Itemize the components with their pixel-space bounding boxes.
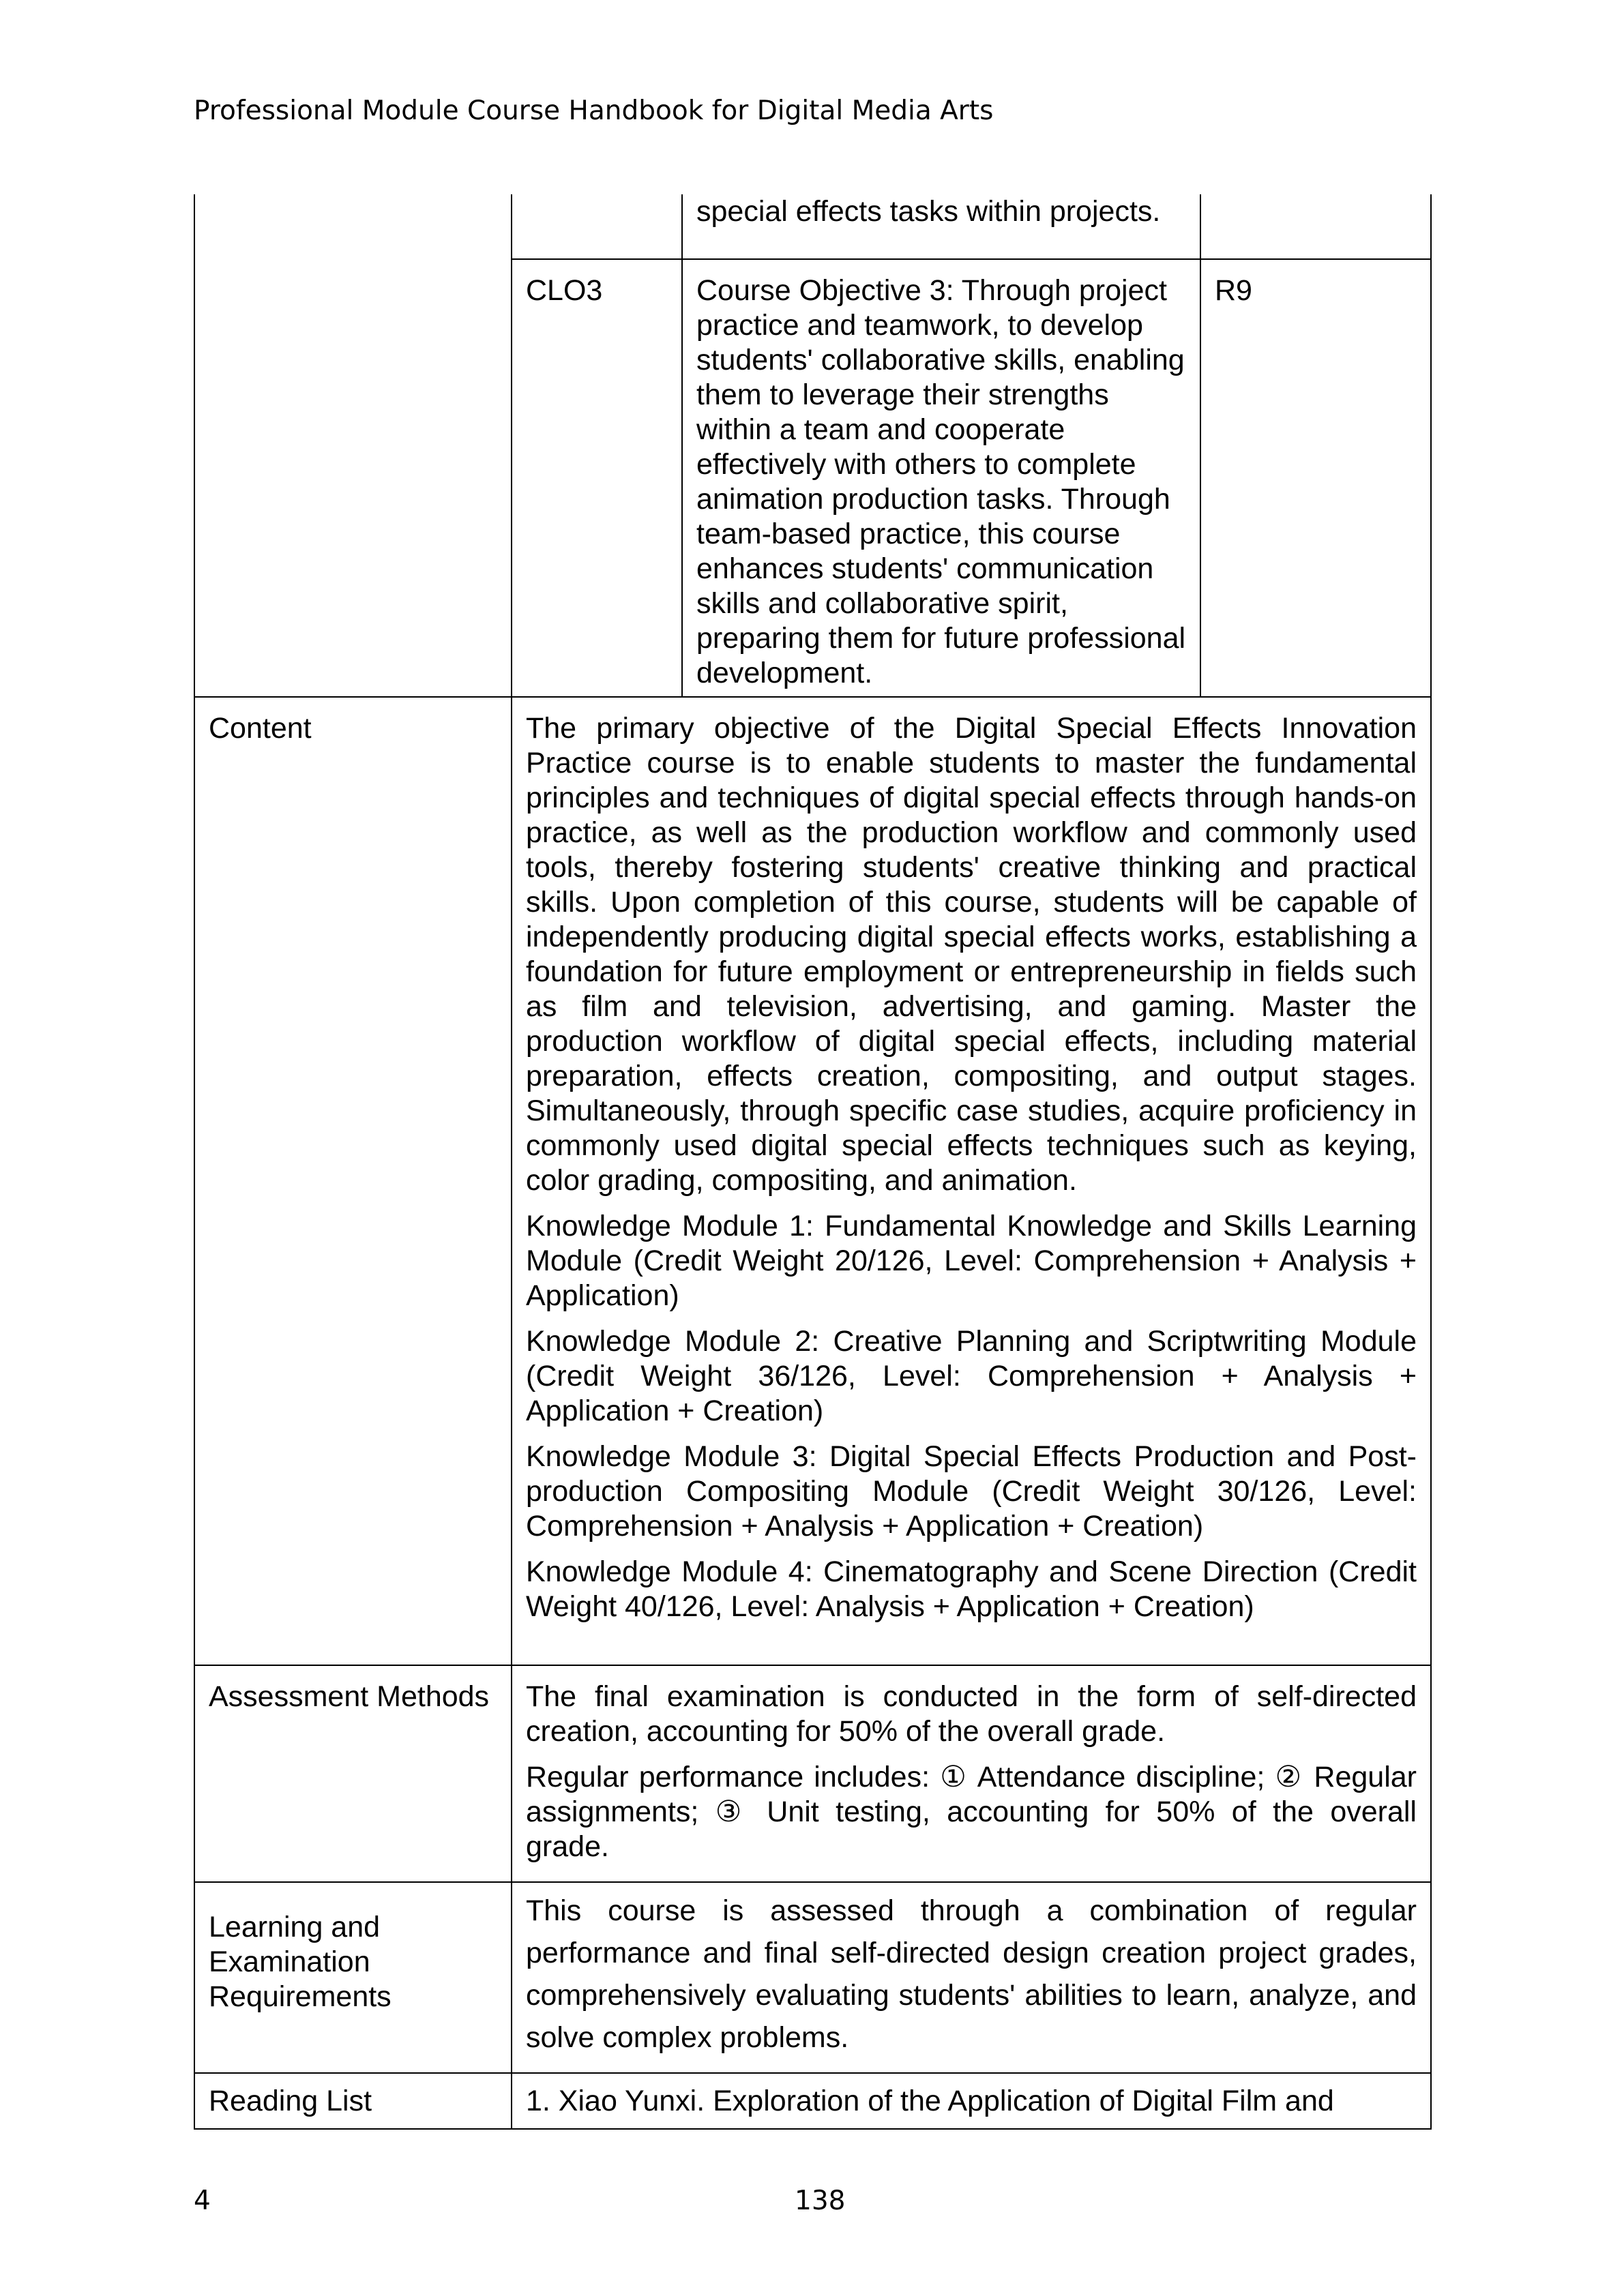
learning-row: [194, 1882, 1431, 2073]
objective-requirement-cell: [1200, 194, 1431, 259]
page-number: 138: [795, 2186, 846, 2216]
content-row: [194, 697, 1431, 1665]
content-paragraph: Knowledge Module 4: Cinematography and Scene Direction (Credit Weight 40/126, Level: Analysis + Application + Creation): [526, 1555, 1417, 1623]
objectives-label-cell: [194, 194, 512, 697]
reading-item: 1. Xiao Yunxi. Exploration of the Application of Digital Film and: [526, 2085, 1334, 2117]
content-paragraph: The primary objective of the Digital Special Effects Innovation Practice course is to enable students to master the fundamental principles and techniques of digital special effects through hands-on practice, as well as the production workflow and commonly used tools, thereby fostering students' creative thinking and practical skills. Upon completion of this course, students will be capable of independently producing digital special effects works, establishing a foundation for future employment or entrepreneurship in fields such as film and television, advertising, and gaming. Master the production workflow of digital special effects, including material preparation, effects creation, compositing, and output stages. Simultaneously, through specific case studies, acquire proficiency in commonly used digital special effects techniques such as keying, color grading, compositing, and animation.: [526, 712, 1417, 1197]
learning-label: Learning and Examination Requirements: [194, 1882, 512, 2073]
module-table: [194, 194, 1432, 2130]
reading-body: [512, 2073, 1431, 2129]
assessment-row: [194, 1665, 1431, 1882]
reading-row: [194, 2073, 1431, 2129]
clo3-description: Course Objective 3: Through project practice and teamwork, to develop students' collaborative skills, enabling them to leverage their strengths within a team and cooperate effectively with others to complete animation production tasks. Through team-based practice, this course enhances students' communication skills and collaborative spirit, preparing them for future professional development.: [682, 259, 1200, 697]
learning-text: This course is assessed through a combination of regular performance and final self-directed design creation project grades, comprehensively evaluating students' abilities to learn, analyze, and solve complex problems.: [526, 1894, 1417, 2054]
objective-continued-text: special effects tasks within projects.: [682, 194, 1200, 259]
learning-body: [512, 1882, 1431, 2073]
clo3-code: CLO3: [512, 259, 682, 697]
page-header: Professional Module Course Handbook for Digital Media Arts: [194, 95, 994, 126]
content-label: Content: [194, 697, 512, 1665]
assessment-label: Assessment Methods: [194, 1665, 512, 1882]
reading-label: Reading List: [194, 2073, 512, 2129]
assessment-body: [512, 1665, 1431, 1882]
objective-code-cell: [512, 194, 682, 259]
assessment-paragraph: The final examination is conducted in the form of self-directed creation, accounting for 50% of the overall grade.: [526, 1680, 1417, 1748]
content-paragraph: Knowledge Module 3: Digital Special Effects Production and Post-production Compositing Module (Credit Weight 30/126, Level: Comprehension + Analysis + Application + Creation): [526, 1440, 1417, 1542]
content-paragraph: Knowledge Module 2: Creative Planning and Scriptwriting Module (Credit Weight 36/126, Level: Comprehension + Analysis + Application + Creation): [526, 1325, 1417, 1427]
objective-continued-row: [194, 194, 1431, 259]
content-paragraph: Knowledge Module 1: Fundamental Knowledge and Skills Learning Module (Credit Weight 20/126, Level: Comprehension + Analysis + Application): [526, 1210, 1417, 1312]
content-body: [512, 697, 1431, 1665]
clo3-requirement: R9: [1200, 259, 1431, 697]
footer-section-number: 4: [194, 2186, 211, 2216]
assessment-paragraph: Regular performance includes: ① Attendance discipline; ② Regular assignments; ③ Unit testing, accounting for 50% of the overall grade.: [526, 1761, 1417, 1863]
